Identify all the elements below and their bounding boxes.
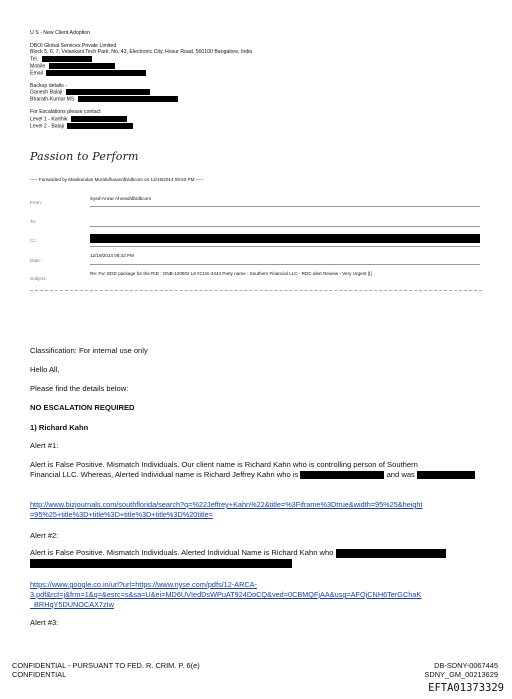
alert-2-link-line-a[interactable]: https://www.google.co.in/url?url=https://www.nyse.com/pdfs/12-ARCA- [30, 580, 257, 589]
subject-value: Re: Fw: EDD package for the RID : ONB-120902 LKYCUS-3443 Party name : Southern Financial LLC - RDC alert Review - Very Urgent [I] [90, 271, 372, 276]
bates-number-1: DB-SDNY-0067445 [434, 661, 498, 670]
redaction [30, 559, 292, 568]
alert-2-link[interactable] [30, 580, 490, 610]
mobile-label: Mobile [30, 63, 46, 70]
backup-person-1: Ganesh Balaji [30, 89, 63, 96]
footer-left [12, 661, 200, 679]
redaction [42, 56, 92, 62]
no-escalation-heading: NO ESCALATION REQUIRED [30, 403, 135, 412]
alert-3-label: Alert #3: [30, 618, 59, 627]
email-label: Email [30, 70, 43, 77]
efta-number: EFTA01373329 [428, 682, 504, 694]
from-label: From: [30, 200, 42, 205]
alert-1-link-line-a[interactable]: http://www.bizjournals.com/southflorida/search?q=%22Jeffrey+Kahn%22&title=%3Fiframe%3Dtrue&width=95%25&height [30, 500, 423, 509]
cc-label: Cc: [30, 238, 37, 243]
alert-1-line-a: Alert is False Positive. Mismatch Individuals. Our client name is Richard Kahn who is controlling person of Southern [30, 460, 418, 469]
alert-1-line-b: Financial LLC. Whereas, Alerted Individual name is Richard Jeffrey Kahn who is [30, 470, 299, 479]
intro-text: Please find the details below: [30, 384, 129, 393]
redaction [78, 96, 178, 102]
redaction [67, 123, 133, 129]
redaction [46, 70, 146, 76]
alert-2-line: Alert is False Positive. Mismatch Individuals. Alerted Individual Name is Richard Kahn who [30, 548, 334, 557]
redaction [71, 116, 127, 122]
redaction [49, 63, 115, 69]
footer-right [424, 661, 498, 679]
alert-1-line-c: and was [386, 470, 415, 479]
company-address: Block 5, 6, 7, Velankani Tech Park, No.:43, Electronic City, Hosur Road, 560100 Bangalore, India [30, 49, 253, 56]
alert-2-link-line-b[interactable]: 3.pdf&rct=j&frm=1&q=&esrc=s&sa=U&ei=MD6UVIedDsWPuAT924DoCQ&ved=0CBMQFjAA&usg=AFQjCNH6TerGChaK [30, 590, 422, 599]
company-name: DBOI Global Services Private Limited [30, 42, 117, 49]
escalation-level-1: Level 1 - Karthik [30, 116, 68, 123]
meta-divider [90, 264, 480, 265]
backup-label: Backup details - [30, 82, 67, 89]
redaction [417, 471, 475, 479]
alert-1-label: Alert #1: [30, 441, 59, 450]
date-label: Date: [30, 258, 41, 263]
alert-1-link[interactable] [30, 500, 490, 520]
greeting-text: Hello All, [30, 365, 60, 374]
alert-2-label: Alert #2: [30, 531, 59, 540]
subject-label: Subject: [30, 276, 47, 281]
alert-2-text [30, 548, 490, 568]
signature-tagline: Passion to Perform [30, 150, 139, 163]
alert-2-link-line-c[interactable]: _BRHqY5DUNOCAX7zIw [30, 600, 114, 609]
bates-number-2: SDNY_GM_00213629 [424, 670, 498, 679]
classification-text: Classification: For internal use only [30, 346, 148, 355]
from-value: Syed-Anzar Ahmed/db/dbcom [90, 196, 152, 201]
date-value: 12/19/2014 08:42 PM [90, 253, 134, 258]
confidential-notice: CONFIDENTIAL - PURSUANT TO FED. R. CRIM. P. 6(e) [12, 661, 200, 670]
meta-divider [90, 206, 480, 207]
redaction [90, 234, 480, 243]
redaction [66, 89, 150, 95]
escalation-label: For Escalations please contact [30, 109, 101, 116]
redaction [300, 471, 384, 479]
to-label: To: [30, 219, 37, 224]
alert-1-link-line-b[interactable]: =95%25+title%3D+title%3D+title%3D+title%3D%20title= [30, 510, 213, 519]
header-line1: U S - New Client Adoption [30, 30, 90, 36]
redaction [336, 549, 446, 558]
item-1-heading: 1) Richard Kahn [30, 423, 89, 432]
tel-label: Tel. [30, 56, 39, 63]
meta-divider [90, 226, 480, 227]
forward-line: ----- Forwarded by Manikandan Muralidharan/db/dbcom on 12/19/2014 08:53 PM ----- [30, 177, 204, 182]
header-block [30, 30, 330, 130]
confidential-label: CONFIDENTIAL [12, 670, 67, 679]
meta-divider [90, 246, 480, 247]
section-separator [30, 290, 482, 291]
escalation-level-2: Level 2 - Balaji [30, 123, 65, 130]
alert-1-text [30, 460, 490, 480]
backup-person-2: Bharath-Kumar MS [30, 96, 75, 103]
